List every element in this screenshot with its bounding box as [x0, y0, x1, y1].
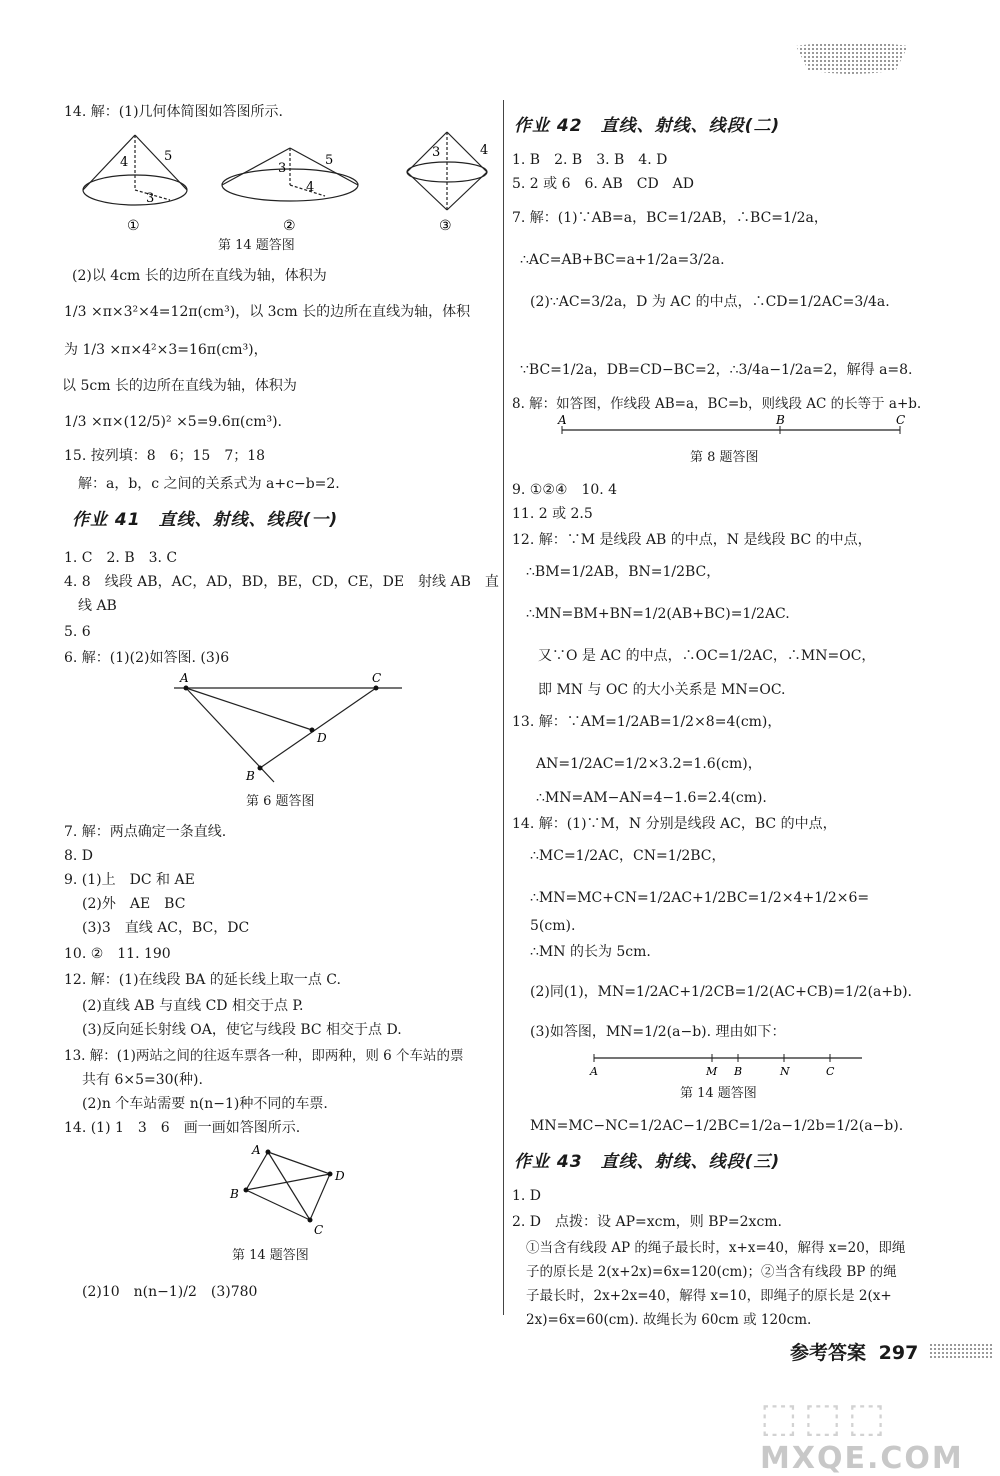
fig14c-label-n: N	[780, 1065, 790, 1078]
b7-3: (2)∵AC=3/2a，D 为 AC 的中点，∴CD=1/2AC=3/4a.	[530, 294, 890, 310]
cone1-num-c: 3	[146, 191, 155, 206]
b13-1: 13. 解：∵AM=1/2AB=1/2×8=4(cm)，	[512, 714, 782, 730]
b12-2: ∴BM=1/2AB，BN=1/2BC，	[526, 564, 721, 580]
b8: 8. 解：如答图，作线段 AB=a，BC=b，则线段 AC 的长等于 a+b.	[512, 396, 922, 412]
a8: 8. D	[64, 848, 94, 864]
a9-2: (2)外 AE BC	[82, 896, 186, 912]
a10: 10. ② 11. 190	[64, 946, 171, 962]
cone2-label: ②	[283, 218, 296, 234]
hw43-title: 作业 43 直线、射线、线段(三)	[514, 1152, 781, 1172]
cone1-num-b: 5	[164, 149, 173, 164]
a12-3: (3)反向延长射线 OA，使它与线段 BC 相交于点 D.	[82, 1022, 402, 1038]
b14-3: ∴MN=MC+CN=1/2AC+1/2BC=1/2×4+1/2×6=	[530, 890, 870, 906]
fig14c-label-b: B	[734, 1065, 743, 1078]
cone-1	[83, 135, 187, 205]
watermark	[760, 1395, 964, 1476]
fig6-label-d: D	[317, 731, 327, 745]
cone3-label: ③	[439, 218, 452, 234]
a7: 7. 解：两点确定一条直线.	[64, 824, 227, 840]
footer-pattern-decoration	[930, 1344, 992, 1360]
b11: 11. 2 或 2.5	[512, 506, 593, 522]
q14-2-line5: 1/3 ×π×(12/5)² ×5=9.6π(cm³).	[64, 414, 283, 430]
cone2-num-b: 5	[325, 153, 334, 168]
fig6-label-c: C	[372, 671, 382, 685]
watermark-text: MXQE.COM	[760, 1441, 964, 1476]
fig8-diagram	[552, 412, 912, 442]
point-a-dot	[184, 686, 189, 691]
a13-3: (2)n 个车站需要 n(n−1)种不同的车票.	[82, 1096, 328, 1112]
a4-line2: 线 AB	[78, 598, 117, 614]
b7-4: ∵BC=1/2a，DB=CD−BC=2，∴3/4a−1/2a=2，解得 a=8.	[520, 362, 913, 378]
a1: 1. C 2. B 3. C	[64, 550, 178, 566]
q14-2-line3: 为 1/3 ×π×4²×3=16π(cm³)，	[64, 342, 268, 358]
page-footer	[790, 1338, 918, 1365]
b13-2: AN=1/2AC=1/2×3.2=1.6(cm)，	[536, 756, 762, 772]
fig8-caption: 第 8 题答图	[690, 450, 759, 465]
fig6-diagram	[164, 670, 414, 790]
fig6-label-b: B	[246, 769, 255, 783]
b9: 9. ①②④ 10. 4	[512, 482, 618, 498]
b12-3: ∴MN=BM+BN=1/2(AB+BC)=1/2AC.	[526, 606, 790, 622]
watermark-glyphs: ⬚⬚⬚	[760, 1395, 892, 1441]
fig8-label-b: B	[776, 413, 785, 427]
fig6-label-a: A	[180, 671, 189, 685]
c2-4: 子最长时，2x+2x=40，解得 x=10，即绳子的原长是 2(x+	[526, 1288, 892, 1304]
fig14b-diagram	[224, 1140, 364, 1240]
point-d-dot	[310, 728, 315, 733]
b1: 1. B 2. B 3. B 4. D	[512, 152, 668, 168]
b14-2: ∴MC=1/2AC，CN=1/2BC，	[530, 848, 726, 864]
b7-2: ∴AC=AB+BC=a+1/2a=3/2a.	[520, 252, 725, 268]
q14-2-line4: 以 5cm 长的边所在直线为轴，体积为	[62, 378, 297, 394]
cone3-num-b: 4	[480, 143, 489, 158]
b14-1: 14. 解：(1)∵M，N 分别是线段 AC，BC 的中点，	[512, 816, 837, 832]
fig14b-label-d: D	[335, 1169, 345, 1183]
cone2-num-a: 3	[278, 161, 287, 176]
fig14-caption: 第 14 题答图	[218, 238, 295, 253]
cone-3	[407, 132, 487, 210]
b13-3: ∴MN=AM−AN=4−1.6=2.4(cm).	[536, 790, 767, 806]
cone3-num-a: 3	[432, 145, 441, 160]
b12-5: 即 MN 与 OC 的大小关系是 MN=OC.	[538, 682, 786, 698]
b14-5: ∴MN 的长为 5cm.	[530, 944, 651, 960]
fig14b-label-c: C	[314, 1223, 324, 1237]
cone-2	[222, 148, 358, 201]
q15-line1: 15. 按列填：8 6；15 7；18	[64, 448, 266, 464]
q14-2-line1: (2)以 4cm 长的边所在直线为轴，体积为	[72, 268, 327, 284]
fig14c-diagram	[586, 1048, 876, 1078]
fig14b-label-b: B	[230, 1187, 239, 1201]
b14-6: (2)同(1)，MN=1/2AC+1/2CB=1/2(AC+CB)=1/2(a+b).	[530, 984, 913, 1000]
fig8-label-c: C	[896, 413, 906, 427]
a14-2: (2)10 n(n−1)/2 (3)780	[82, 1284, 258, 1300]
a12-2: (2)直线 AB 与直线 CD 相交于点 P.	[82, 998, 304, 1014]
q15-line2: 解：a，b，c 之间的关系式为 a+c−b=2.	[78, 476, 340, 492]
b12-4: 又∵O 是 AC 的中点，∴OC=1/2AC，∴MN=OC，	[538, 648, 876, 664]
a9-1: 9. (1)上 DC 和 AE	[64, 872, 195, 888]
column-divider	[503, 100, 504, 1315]
c1: 1. D	[512, 1188, 542, 1204]
a4-line1: 4. 8 线段 AB，AC，AD，BD，BE，CD，CE，DE 射线 AB 直	[64, 574, 499, 590]
fig14b-label-a: A	[252, 1143, 261, 1157]
cone1-num-a: 4	[120, 155, 129, 170]
c2-5: 2x)=6x=60(cm). 故绳长为 60cm 或 120cm.	[526, 1312, 812, 1328]
fig14b-dot-a	[266, 1150, 271, 1155]
a13-1: 13. 解：(1)两站之间的往返车票各一种，即两种，则 6 个车站的票	[64, 1048, 464, 1064]
c2-1: 2. D 点拨：设 AP=xcm，则 BP=2xcm.	[512, 1214, 783, 1230]
corner-pattern-decoration	[796, 40, 908, 74]
q14-2-line2: 1/3 ×π×3²×4=12π(cm³)，以 3cm 长的边所在直线为轴，体积	[64, 304, 471, 320]
c2-2: ①当含有线段 AP 的绳子最长时，x+x=40，解得 x=20，即绳	[526, 1240, 906, 1256]
point-b-dot	[258, 766, 263, 771]
fig14c-label-c: C	[826, 1065, 835, 1078]
c2-3: 子的原长是 2(x+2x)=6x=120(cm)；②当含有线段 BP 的绳	[526, 1264, 897, 1280]
a14-1: 14. (1) 1 3 6 画一画如答图所示.	[64, 1120, 301, 1136]
cones-figure	[80, 130, 500, 240]
fig8-label-a: A	[558, 413, 567, 427]
cone2-num-c: 4	[306, 180, 315, 195]
a5: 5. 6	[64, 624, 91, 640]
page-number: 297	[878, 1342, 919, 1364]
cone1-label: ①	[127, 218, 140, 234]
b14-8: MN=MC−NC=1/2AC−1/2BC=1/2a−1/2b=1/2(a−b).	[530, 1118, 904, 1134]
a9-3: (3)3 直线 AC，BC，DC	[82, 920, 250, 936]
hw42-title: 作业 42 直线、射线、线段(二)	[514, 116, 781, 136]
fig14b-dot-c	[308, 1218, 313, 1223]
point-c-dot	[374, 686, 379, 691]
fig14b-caption: 第 14 题答图	[232, 1248, 309, 1263]
fig6-caption: 第 6 题答图	[246, 794, 315, 809]
a6: 6. 解：(1)(2)如答图. (3)6	[64, 650, 230, 666]
q14-header: 14. 解：(1)几何体简图如答图所示.	[64, 104, 283, 120]
b5: 5. 2 或 6 6. AB CD AD	[512, 176, 694, 192]
hw41-title: 作业 41 直线、射线、线段(一)	[72, 510, 339, 530]
b14-4: 5(cm).	[530, 918, 576, 934]
fig14c-caption: 第 14 题答图	[680, 1086, 757, 1101]
fig14b-dot-b	[244, 1188, 249, 1193]
fig14c-label-a: A	[590, 1065, 598, 1078]
fig14c-label-m: M	[706, 1065, 718, 1078]
a13-2: 共有 6×5=30(种).	[82, 1072, 203, 1088]
footer-label: 参考答案	[790, 1342, 867, 1364]
b7-1: 7. 解：(1)∵AB=a，BC=1/2AB，∴BC=1/2a，	[512, 210, 828, 226]
b14-7: (3)如答图，MN=1/2(a−b). 理由如下：	[530, 1024, 786, 1040]
b12-1: 12. 解：∵M 是线段 AB 的中点，N 是线段 BC 的中点，	[512, 532, 872, 548]
a12-1: 12. 解：(1)在线段 BA 的延长线上取一点 C.	[64, 972, 341, 988]
fig14b-dot-d	[328, 1172, 333, 1177]
